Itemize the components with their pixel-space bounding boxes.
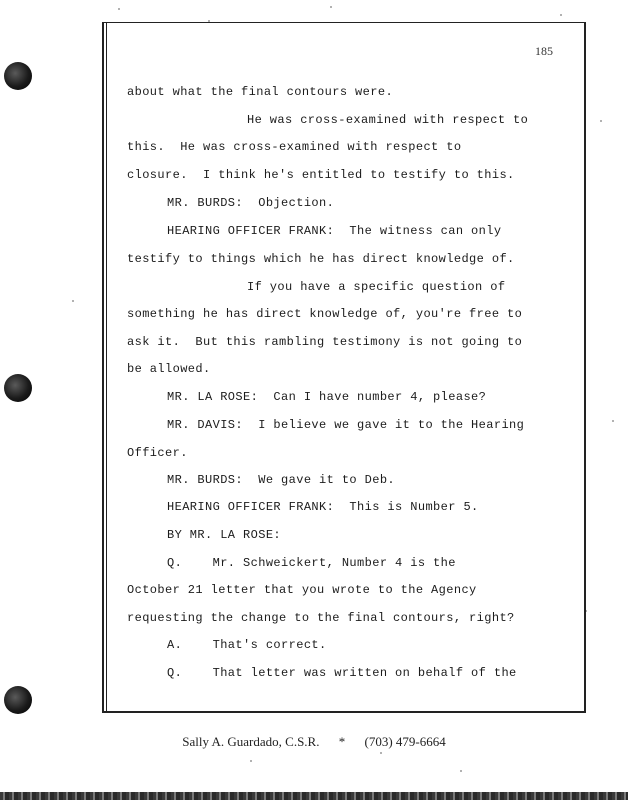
reporter-name: Sally A. Guardado, C.S.R.: [182, 734, 320, 749]
transcript-line: testify to things which he has direct knowledge of.: [127, 252, 515, 266]
bottom-border-line: [102, 711, 586, 713]
transcript-line: ask it. But this rambling testimony is not going to: [127, 335, 523, 349]
transcript-line: Q. Mr. Schweickert, Number 4 is the: [167, 556, 456, 570]
transcript-line: He was cross-examined with respect to: [247, 113, 529, 127]
scan-speck: [460, 770, 462, 772]
transcript-line: be allowed.: [127, 362, 211, 376]
transcript-line: MR. DAVIS: I believe we gave it to the Hearing: [167, 418, 525, 432]
transcript-line: something he has direct knowledge of, you're free to: [127, 307, 523, 321]
transcript-line: MR. BURDS: Objection.: [167, 196, 335, 210]
transcript-line: MR. LA ROSE: Can I have number 4, please?: [167, 390, 487, 404]
transcript-line: HEARING OFFICER FRANK: This is Number 5.: [167, 500, 479, 514]
transcript-line: HEARING OFFICER FRANK: The witness can only: [167, 224, 502, 238]
reporter-footer: [0, 734, 628, 750]
scan-speck: [250, 760, 252, 762]
reporter-phone: (703) 479-6664: [364, 734, 446, 749]
transcript-line: Officer.: [127, 446, 188, 460]
footer-separator: *: [338, 734, 346, 749]
transcript-line: about what the final contours were.: [127, 85, 394, 99]
scan-speck: [380, 752, 382, 754]
scan-edge-strip: [0, 792, 628, 800]
transcript-line: A. That's correct.: [167, 638, 327, 652]
transcript-line: requesting the change to the final contours, right?: [127, 611, 515, 625]
transcript-line: closure. I think he's entitled to testify to this.: [127, 168, 515, 182]
transcript-line: MR. BURDS: We gave it to Deb.: [167, 473, 396, 487]
page-number: 185: [535, 44, 553, 58]
transcript-line: October 21 letter that you wrote to the Agency: [127, 583, 477, 597]
transcript-line: BY MR. LA ROSE:: [167, 528, 282, 542]
transcript-line: If you have a specific question of: [247, 280, 506, 294]
transcript-line: this. He was cross-examined with respect to: [127, 140, 462, 154]
transcript-line: Q. That letter was written on behalf of the: [167, 666, 517, 680]
